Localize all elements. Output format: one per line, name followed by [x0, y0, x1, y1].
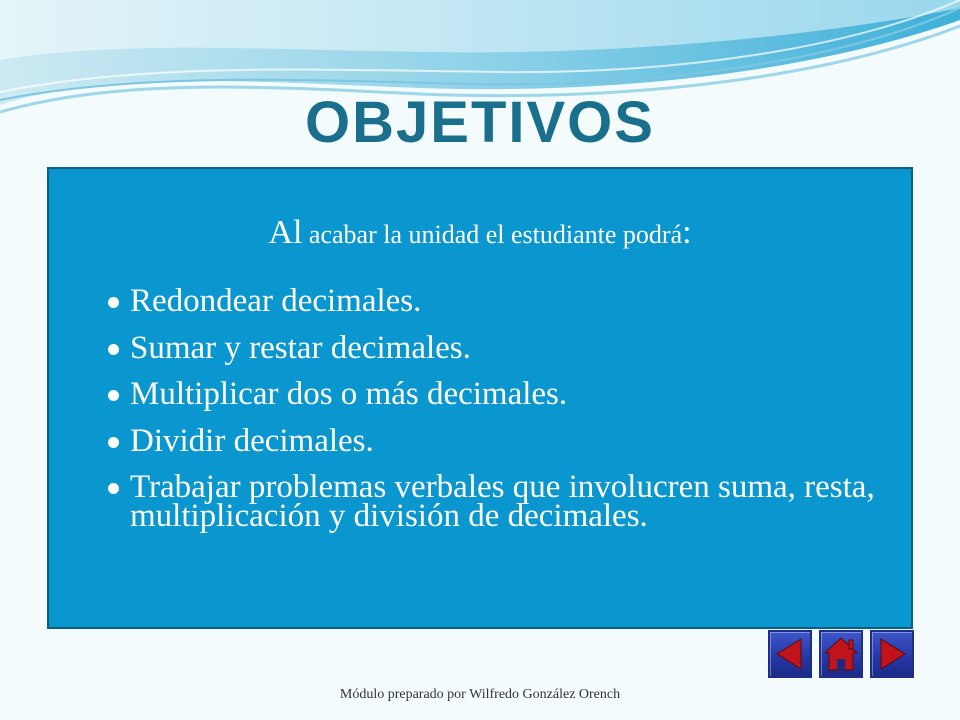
objective-text: Dividir decimales.: [130, 422, 374, 459]
list-item: [107, 422, 897, 459]
objective-text: Trabajar problemas verbales que involucren suma, resta, multiplicación y división de decimales.: [130, 469, 875, 534]
next-slide-button[interactable]: [870, 630, 914, 678]
slide-title: OBJETIVOS: [305, 90, 655, 155]
previous-slide-button[interactable]: [768, 630, 812, 678]
list-item: [107, 469, 897, 534]
bullet-icon: [108, 483, 119, 494]
list-item: [107, 329, 897, 366]
list-item: [107, 283, 897, 319]
house-icon: [821, 632, 861, 676]
objective-text: Sumar y restar decimales.: [130, 329, 471, 366]
triangle-right-icon: [872, 632, 912, 676]
list-item: [107, 376, 897, 412]
triangle-left-icon: [770, 632, 810, 676]
bullet-icon: [108, 344, 119, 355]
objective-text: Redondear decimales.: [130, 283, 422, 319]
intro-rest: acabar la unidad el estudiante podrá: [302, 220, 683, 249]
footer-credit: Módulo preparado por Wilfredo González Orench: [339, 687, 621, 702]
objectives-list: [107, 283, 897, 549]
bullet-icon: [108, 297, 119, 308]
intro-lead: Al: [268, 214, 303, 251]
bullet-icon: [108, 437, 119, 448]
objective-text: Multiplicar dos o más decimales.: [130, 376, 568, 412]
navigation-buttons: [768, 630, 914, 680]
bullet-icon: [108, 390, 119, 401]
home-button[interactable]: [819, 630, 863, 678]
objectives-box: [47, 167, 913, 629]
intro-sentence: [49, 213, 911, 255]
intro-colon: :: [682, 214, 692, 251]
